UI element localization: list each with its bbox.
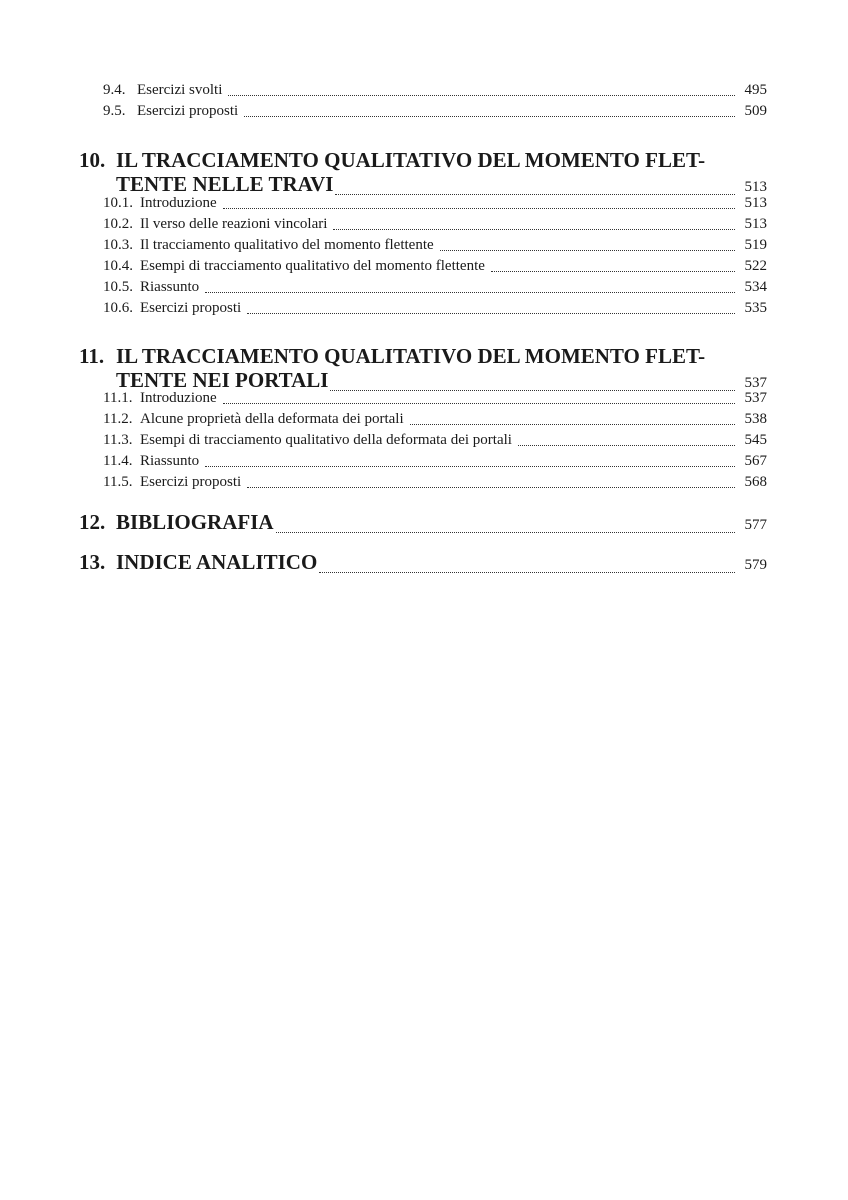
toc-entry-number: 11.4. (103, 453, 133, 469)
toc-entry-label: Introduzione (140, 195, 217, 211)
toc-entry-number: 11.1. (103, 390, 133, 406)
chapter-page: 577 (744, 517, 767, 533)
dot-leader (223, 403, 735, 404)
dot-leader (518, 445, 735, 446)
toc-entry-label: Riassunto (140, 453, 200, 469)
dot-leader (276, 532, 735, 533)
toc-entry-page: 495 (744, 82, 767, 98)
dot-leader (223, 208, 735, 209)
toc-entry-10-4 (103, 256, 767, 276)
toc-entry-label: Esercizi proposti (137, 103, 239, 119)
chapter-number: 12. (79, 510, 106, 534)
chapter-12 (79, 510, 767, 537)
toc-entry-label: Esercizi proposti (140, 300, 242, 316)
chapter-11-title-line1: IL TRACCIAMENTO QUALITATIVO DEL MOMENTO FLET- (116, 344, 706, 368)
toc-entry-label: Esempi di tracciamento qualitativo della deformata dei portali (140, 432, 512, 448)
chapter-number: 13. (79, 550, 106, 574)
dot-leader (247, 313, 735, 314)
toc-entry-10-5 (103, 277, 767, 297)
toc-entry-10-3 (103, 235, 767, 255)
toc-entry-number: 9.4. (103, 82, 126, 98)
toc-entry-label: Esercizi svolti (137, 82, 223, 98)
toc-entry-page: 537 (744, 390, 767, 406)
toc-entry-11-4 (103, 451, 767, 471)
toc-entry-number: 10.4. (103, 258, 133, 274)
toc-entry-9-4 (103, 80, 767, 100)
toc-entry-number: 11.3. (103, 432, 133, 448)
toc-entry-number: 10.2. (103, 216, 133, 232)
dot-leader (205, 292, 735, 293)
toc-entry-11-5 (103, 472, 767, 492)
toc-entry-11-2 (103, 409, 767, 429)
toc-entry-number: 11.2. (103, 411, 133, 427)
dot-leader (205, 466, 735, 467)
toc-entry-label: Introduzione (140, 390, 217, 406)
chapter-10-title-line1: IL TRACCIAMENTO QUALITATIVO DEL MOMENTO FLET- (116, 148, 706, 172)
toc-entry-page: 567 (744, 453, 767, 469)
toc-entry-10-1 (103, 193, 767, 213)
toc-entry-number: 9.5. (103, 103, 126, 119)
toc-entry-page: 538 (744, 411, 767, 427)
dot-leader (244, 116, 735, 117)
dot-leader (319, 572, 735, 573)
toc-entry-number: 10.1. (103, 195, 133, 211)
chapter-title-text: TENTE NEI PORTALI (116, 368, 329, 392)
toc-entry-number: 10.6. (103, 300, 133, 316)
toc-entry-10-2 (103, 214, 767, 234)
toc-entry-page: 513 (744, 195, 767, 211)
toc-entry-number: 10.5. (103, 279, 133, 295)
toc-entry-9-5 (103, 101, 767, 121)
toc-entry-page: 535 (744, 300, 767, 316)
toc-entry-label: Il tracciamento qualitativo del momento flettente (140, 237, 434, 253)
toc-entry-label: Esempi di tracciamento qualitativo del momento flettente (140, 258, 485, 274)
chapter-page: 537 (744, 375, 767, 391)
toc-entry-label: Esercizi proposti (140, 474, 242, 490)
chapter-page: 579 (744, 557, 767, 573)
toc-entry-11-3 (103, 430, 767, 450)
chapter-title-text: INDICE ANALITICO (116, 550, 318, 574)
chapter-13 (79, 550, 767, 577)
chapter-page: 513 (744, 179, 767, 195)
toc-entry-page: 509 (744, 103, 767, 119)
toc-entry-11-1 (103, 388, 767, 408)
toc-entry-page: 534 (744, 279, 767, 295)
toc-entry-label: Alcune proprietà della deformata dei portali (140, 411, 404, 427)
toc-entry-page: 519 (744, 237, 767, 253)
toc-entry-number: 10.3. (103, 237, 133, 253)
toc-entry-page: 522 (744, 258, 767, 274)
chapter-title-text: TENTE NELLE TRAVI (116, 172, 334, 196)
dot-leader (247, 487, 735, 488)
dot-leader (410, 424, 735, 425)
chapter-10-number: 10. (79, 148, 106, 172)
dot-leader (491, 271, 735, 272)
toc-entry-page: 545 (744, 432, 767, 448)
toc-entry-label: Riassunto (140, 279, 200, 295)
dot-leader (228, 95, 735, 96)
chapter-11-number: 11. (79, 344, 105, 368)
toc-entry-page: 568 (744, 474, 767, 490)
toc-entry-label: Il verso delle reazioni vincolari (140, 216, 328, 232)
toc-entry-number: 11.5. (103, 474, 133, 490)
toc-entry-10-6 (103, 298, 767, 318)
toc-entry-page: 513 (744, 216, 767, 232)
dot-leader (333, 229, 735, 230)
chapter-title-text: BIBLIOGRAFIA (116, 510, 274, 534)
dot-leader (440, 250, 735, 251)
